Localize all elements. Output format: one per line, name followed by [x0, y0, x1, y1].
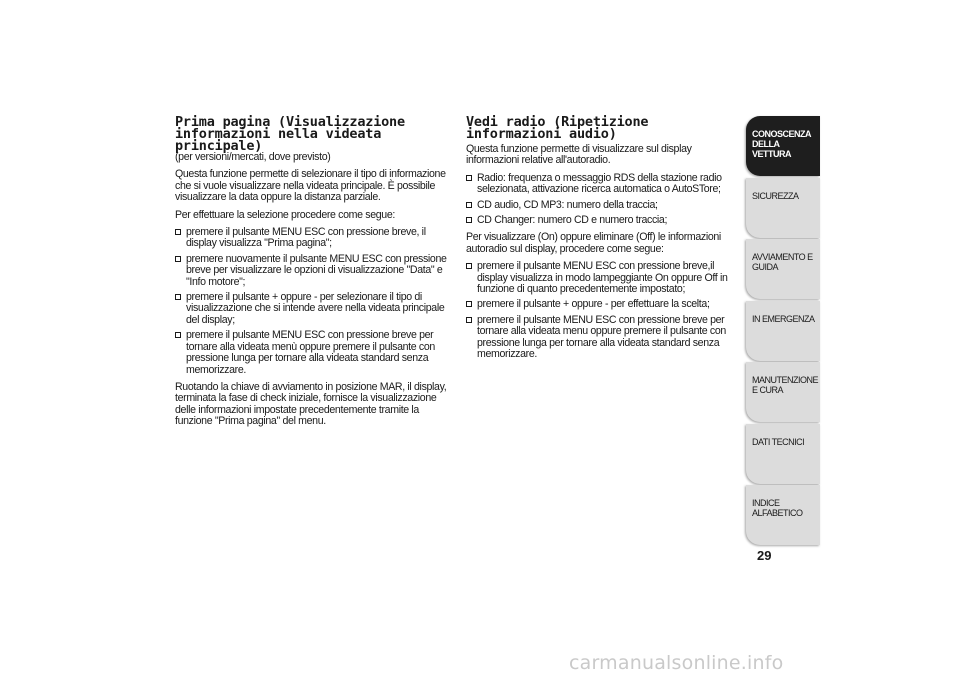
list-item: CD audio, CD MP3: numero della traccia;: [466, 200, 742, 211]
left-column: [175, 116, 455, 434]
watermark: carmanualsonline.info: [569, 652, 784, 674]
intro-paragraph: Questa funzione permette di selezionare il tipo di informazione che si vuole visualizzare nella videata principale. È possibile visualizzare la data oppure la distanza parziale.: [175, 168, 446, 204]
list-item: CD Changer: numero CD e numero traccia;: [466, 215, 742, 226]
radio-items-list: [466, 173, 742, 227]
tab-manutenzione-e-cura[interactable]: MANUTENZIONE E CURA: [746, 362, 820, 422]
list-item: premere il pulsante + oppure - per effettuare la scelta;: [466, 299, 742, 310]
tab-conoscenza-della-vettura[interactable]: CONOSCENZA DELLA VETTURA: [746, 116, 820, 176]
checkbox-bullet-icon: [175, 294, 181, 300]
checkbox-bullet-icon: [466, 317, 472, 323]
closing-paragraph: Ruotando la chiave di avviamento in posizione MAR, il display, terminata la fase di check iniziale, fornisce la visualizzazione delle informazioni impostate precedentemente tramite la funzione "Prima pagina" del menu.: [175, 380, 447, 428]
steps-intro: Per effettuare la selezione procedere come segue:: [175, 208, 395, 221]
tab-indice-alfabetico[interactable]: INDICE ALFABETICO: [746, 485, 820, 545]
checkbox-bullet-icon: [466, 175, 472, 181]
tab-sicurezza[interactable]: SICUREZZA: [746, 178, 820, 238]
tab-dati-tecnici[interactable]: DATI TECNICI: [746, 424, 820, 484]
checkbox-bullet-icon: [466, 301, 472, 307]
section-heading-vedi-radio: Vedi radio (Ripetizione informazioni audio): [466, 114, 649, 142]
checkbox-bullet-icon: [175, 332, 181, 338]
section-subheading: (per versioni/mercati, dove previsto): [175, 151, 331, 163]
list-item: premere il pulsante MENU ESC con pressione breve per tornare alla videata menu oppure premere il pulsante con pressione lunga per tornare alla videata standard senza memorizzare.: [466, 315, 742, 361]
steps-intro: Per visualizzare (On) oppure eliminare (Off) le informazioni autoradio sul display, procedere come segue:: [466, 231, 721, 255]
steps-list: [466, 261, 742, 360]
page-number: 29: [757, 548, 772, 563]
list-item: premere il pulsante MENU ESC con pressione breve per tornare alla videata menù oppure premere il pulsante con pressione lunga per tornare alla videata standard senza memorizzare.: [175, 330, 455, 376]
checkbox-bullet-icon: [466, 263, 472, 269]
tab-avviamento-e-guida[interactable]: AVVIAMENTO E GUIDA: [746, 239, 820, 299]
checkbox-bullet-icon: [466, 202, 472, 208]
checkbox-bullet-icon: [466, 217, 472, 223]
list-item: premere il pulsante MENU ESC con pressione breve,il display visualizza in modo lampeggiante On oppure Off in funzione di quanto precedentemente impostato;: [466, 261, 742, 295]
tab-in-emergenza[interactable]: IN EMERGENZA: [746, 301, 820, 361]
intro-paragraph: Questa funzione permette di visualizzare sul display informazioni relative all'autoradio.: [466, 143, 692, 167]
list-item: premere nuovamente il pulsante MENU ESC con pressione breve per visualizzare le opzioni di visualizzazione "Data" e "Info motore";: [175, 254, 455, 288]
checkbox-bullet-icon: [175, 256, 181, 262]
chapter-tabs: [746, 116, 820, 547]
list-item: Radio: frequenza o messaggio RDS della stazione radio selezionata, attivazione ricerca automatica o AutoSTore;: [466, 173, 742, 196]
steps-list: [175, 227, 455, 376]
checkbox-bullet-icon: [175, 229, 181, 235]
section-heading-prima-pagina: Prima pagina (Visualizzazione informazioni nella videata principale): [175, 114, 405, 154]
list-item: premere il pulsante + oppure - per selezionare il tipo di visualizzazione che si intende avere nella videata principale del display;: [175, 292, 455, 326]
right-column: [466, 116, 742, 367]
list-item: premere il pulsante MENU ESC con pressione breve, il display visualizza "Prima pagina";: [175, 227, 455, 250]
